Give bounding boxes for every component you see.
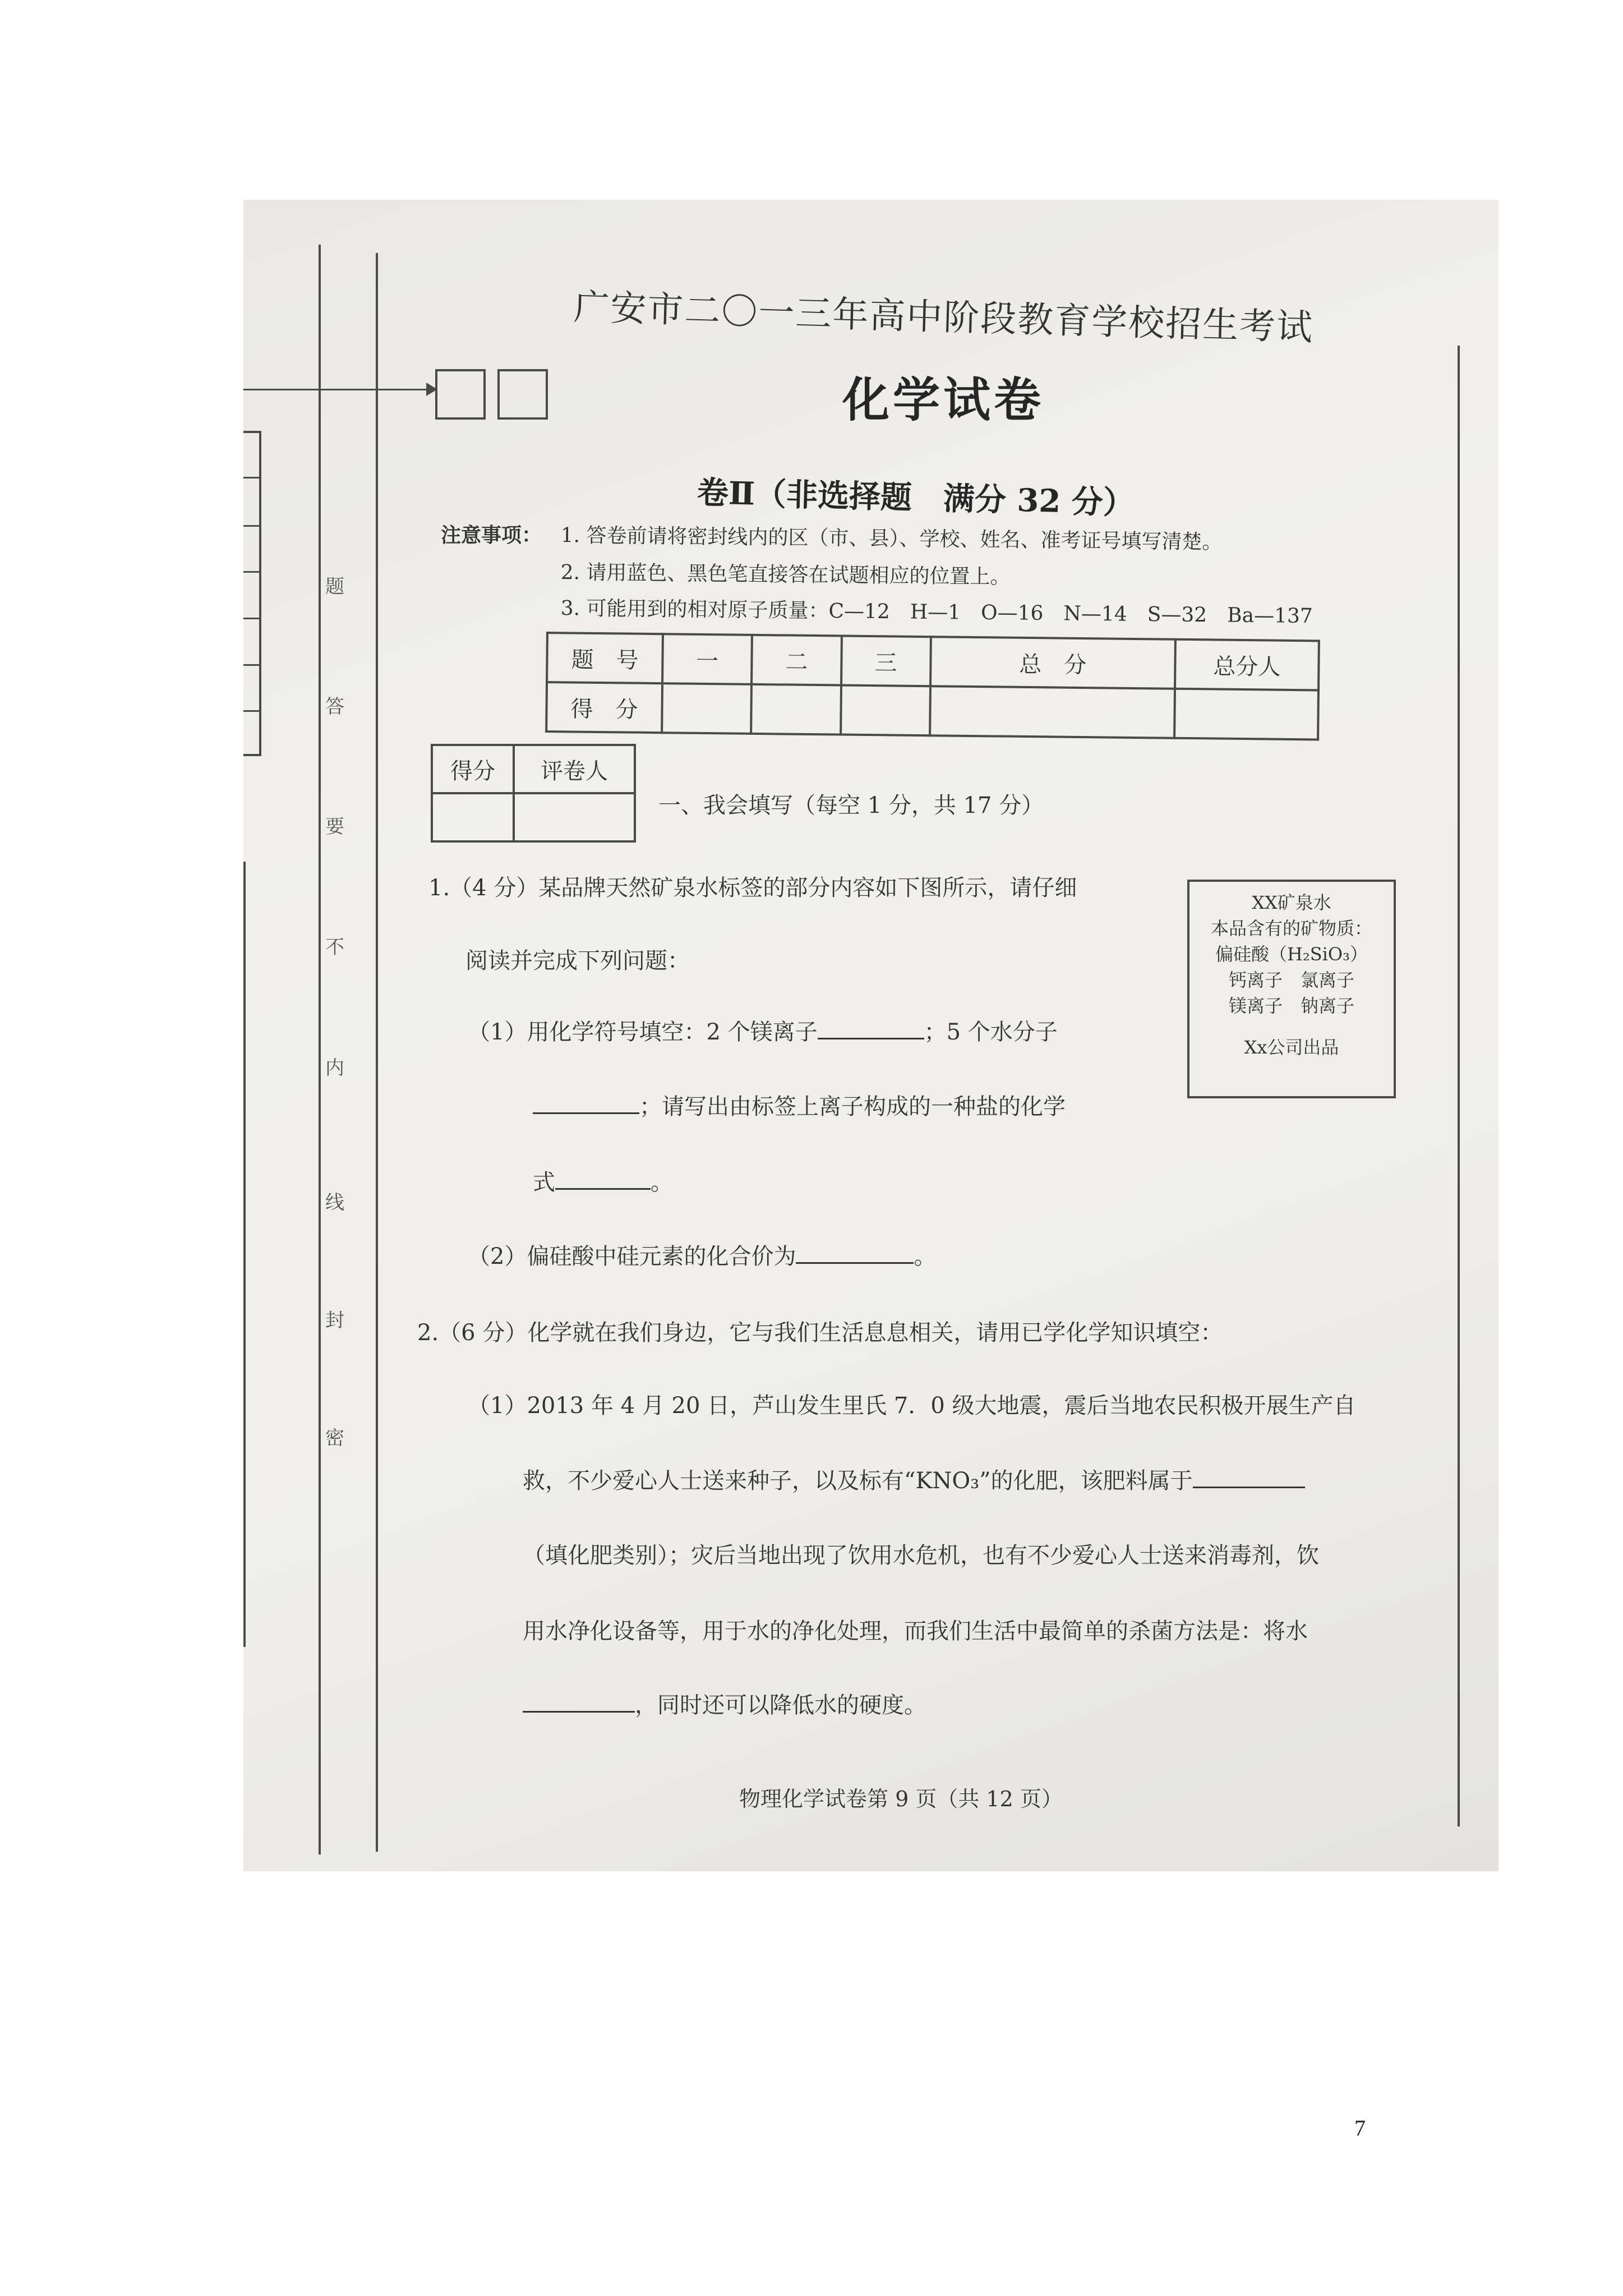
label-line: 钙离子 氯离子: [1228, 969, 1354, 991]
exam-page-photo: [243, 200, 1498, 1871]
exam-title: 广安市二〇一三年高中阶段教育学校招生考试: [573, 286, 1315, 349]
seal-field-divider: [243, 664, 261, 666]
score-cell[interactable]: [662, 683, 751, 734]
seal-char: 题: [325, 576, 344, 598]
paper-title: 化学试卷: [842, 372, 1045, 427]
seal-edge-line: [243, 862, 246, 1647]
q1-part1-text-b: ；5 个水分子: [924, 1019, 1058, 1045]
page-edge-line: [1458, 346, 1460, 1826]
q1-line2: 阅读并完成下列问题：: [465, 948, 690, 974]
score-table: [545, 632, 1320, 740]
seal-field-divider: [243, 571, 261, 573]
label-line: 偏硅酸（H₂SiO₃）: [1215, 944, 1368, 965]
exam-page-footer: 物理化学试卷第 9 页（共 12 页）: [739, 1787, 1063, 1811]
score-table-header: 三: [841, 636, 931, 687]
seal-field-divider: [243, 618, 261, 619]
answer-blank[interactable]: [818, 1018, 924, 1039]
grader-name-label: 评卷人: [514, 745, 635, 793]
score-table-header: 总 分: [930, 637, 1175, 689]
label-line: 本品含有的矿物质：: [1210, 918, 1372, 939]
label-maker: Xx公司出品: [1244, 1037, 1339, 1058]
score-table-header: 总分人: [1175, 639, 1319, 691]
seal-field-divider: [243, 525, 261, 527]
seal-char: 密: [325, 1427, 344, 1450]
q2-part1-text-e: ，同时还可以降低水的硬度。: [635, 1692, 926, 1718]
score-table-header-row: [547, 633, 1319, 690]
q2-part1-line2: [523, 1463, 1305, 1495]
grader-score-cell[interactable]: [432, 793, 514, 841]
q1-part1-line3: [533, 1165, 673, 1197]
q1-part1-line2: [533, 1089, 1066, 1121]
label-line: 镁离子 钠离子: [1228, 995, 1354, 1016]
q2-part1-line4: 用水净化设备等，用于水的净化处理，而我们生活中最简单的杀菌方法是：将水: [523, 1618, 1308, 1644]
score-table-row-label: 得 分: [546, 682, 662, 733]
seal-box-2: [497, 369, 548, 420]
seal-line-left: [319, 245, 321, 1855]
q1-part1-line1: [468, 1014, 1058, 1046]
seal-field-boxes: [243, 431, 261, 756]
mineral-water-label: [1187, 880, 1396, 1098]
q1-part1-text-e: 。: [651, 1170, 673, 1195]
q2-part1-line3: （填化肥类别）；灾后当地出现了饮用水危机，也有不少爱心人士送来消毒剂，饮: [523, 1543, 1319, 1568]
document-page-number: 7: [1354, 2115, 1366, 2141]
seal-char: 答: [325, 696, 344, 718]
note-item: 1. 答卷前请将密封线内的区（市、县）、学校、姓名、准考证号填写清楚。: [560, 523, 1223, 554]
q2-part1-line1: （1）2013 年 4 月 20 日，芦山发生里氏 7．0 级大地震，震后当地农民积极开展生产自: [468, 1393, 1356, 1419]
seal-char: 不: [325, 936, 344, 959]
section-title: 卷Ⅱ（非选择题 满分 32 分）: [697, 473, 1135, 522]
answer-blank[interactable]: [555, 1168, 651, 1190]
score-table-header: 一: [662, 634, 752, 684]
q1-part2-line: [468, 1239, 936, 1271]
answer-blank[interactable]: [533, 1092, 639, 1114]
seal-field-divider: [243, 710, 261, 712]
q2-line1: 2.（6 分）化学就在我们身边，它与我们生活息息相关，请用已学化学知识填空：: [417, 1320, 1223, 1346]
answer-blank[interactable]: [796, 1242, 914, 1264]
score-table-header: 二: [751, 635, 841, 685]
q1-line1: 1.（4 分）某品牌天然矿泉水标签的部分内容如下图所示，请仔细: [428, 875, 1077, 901]
grader-box: [431, 744, 636, 843]
section1-heading: 一、我会填写（每空 1 分，共 17 分）: [658, 793, 1044, 818]
seal-char: 封: [325, 1309, 344, 1332]
seal-char: 内: [325, 1057, 344, 1079]
note-item: 2. 请用蓝色、黑色笔直接答在试题相应的位置上。: [560, 560, 1011, 589]
q1-part1-text-a: （1）用化学符号填空：2 个镁离子: [468, 1019, 818, 1045]
seal-field-divider: [243, 477, 261, 478]
answer-blank[interactable]: [1193, 1466, 1305, 1488]
q1-part2-text-a: （2）偏硅酸中硅元素的化合价为: [468, 1244, 796, 1269]
score-table-header: 题 号: [547, 633, 663, 683]
score-cell[interactable]: [841, 685, 930, 736]
q2-part1-text-b: 救，不少爱心人士送来种子，以及标有“KNO₃”的化肥，该肥料属于: [523, 1468, 1193, 1494]
q2-part1-line5: [523, 1687, 926, 1719]
q1-part1-text-c: ；请写出由标签上离子构成的一种盐的化学: [639, 1094, 1066, 1120]
grader-score-label: 得分: [432, 745, 514, 793]
score-cell[interactable]: [930, 686, 1175, 738]
q1-part1-text-d: 式: [533, 1170, 555, 1195]
q1-part2-text-b: 。: [914, 1244, 937, 1269]
score-cell[interactable]: [1174, 689, 1318, 740]
score-cell[interactable]: [751, 684, 841, 735]
seal-arrow-line: [243, 389, 428, 390]
notes-heading: 注意事项：: [441, 523, 542, 547]
seal-char: 线: [325, 1191, 344, 1214]
seal-box-1: [435, 369, 486, 420]
note-item: 3. 可能用到的相对原子质量：C—12 H—1 O—16 N—14 S—32 Ba—137: [560, 596, 1313, 628]
grader-name-cell[interactable]: [514, 793, 635, 841]
seal-line-right: [376, 253, 378, 1852]
answer-blank[interactable]: [523, 1691, 635, 1713]
score-table-score-row: [546, 682, 1318, 739]
seal-char: 要: [325, 816, 344, 838]
label-name: XX矿泉水: [1252, 892, 1331, 913]
